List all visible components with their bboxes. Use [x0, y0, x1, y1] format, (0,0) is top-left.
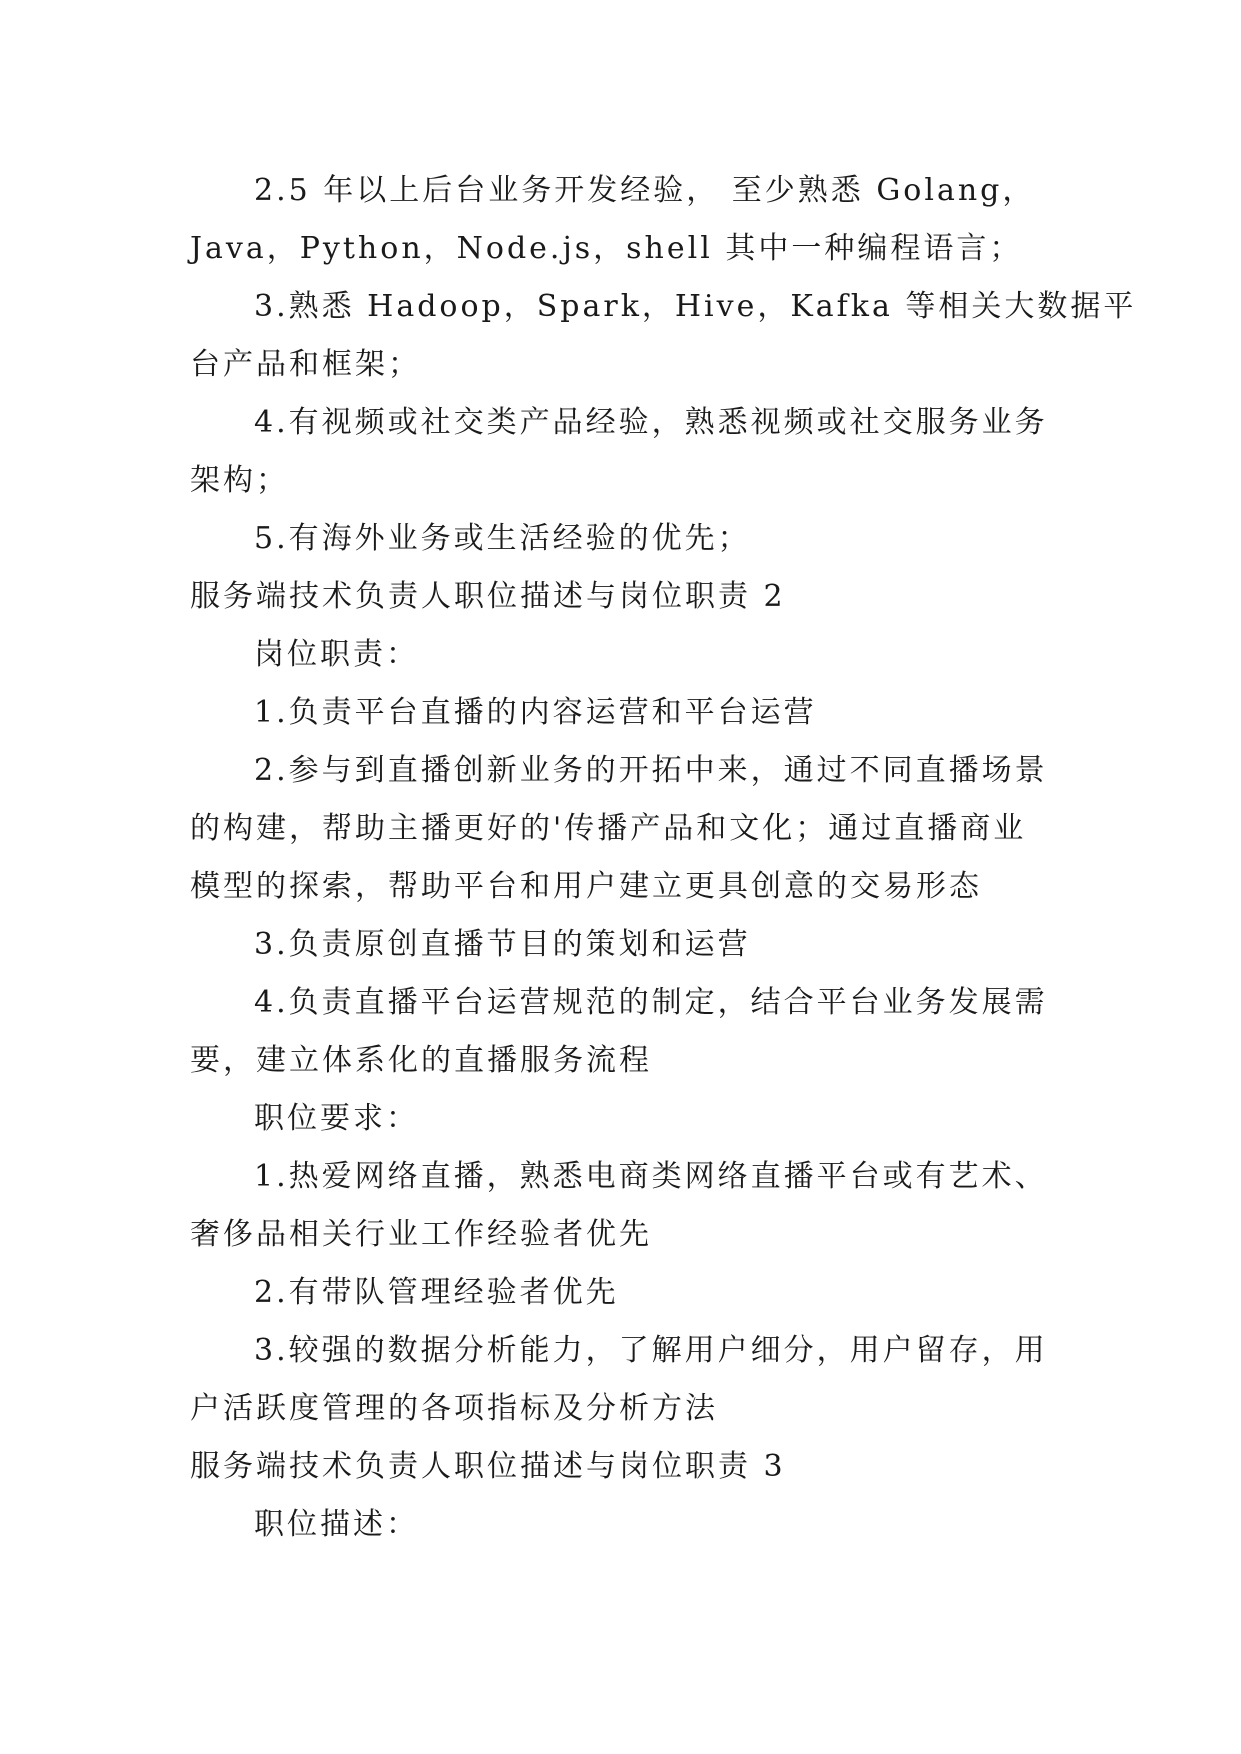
section-heading: 服务端技术负责人职位描述与岗位职责 3: [190, 1449, 786, 1484]
subsection-heading: 职位要求：: [254, 1101, 419, 1136]
document-body: [190, 162, 1137, 1554]
paragraph-line: 5.有海外业务或生活经验的优先；: [254, 521, 751, 556]
paragraph-line: 3.较强的数据分析能力，了解用户细分，用户留存，用: [254, 1333, 1048, 1368]
paragraph-line: 户活跃度管理的各项指标及分析方法: [190, 1391, 718, 1426]
paragraph-line: 架构；: [190, 463, 289, 498]
paragraph-line: 4.有视频或社交类产品经验，熟悉视频或社交服务业务: [254, 405, 1048, 440]
paragraph-line: 3.负责原创直播节目的策划和运营: [254, 927, 751, 962]
subsection-heading: 岗位职责：: [254, 637, 419, 672]
paragraph-line: 4.负责直播平台运营规范的制定，结合平台业务发展需: [254, 985, 1048, 1020]
paragraph-line: 1.热爱网络直播，熟悉电商类网络直播平台或有艺术、: [254, 1159, 1048, 1194]
subsection-heading: 职位描述：: [254, 1507, 419, 1542]
paragraph-line: 2.有带队管理经验者优先: [254, 1275, 619, 1310]
paragraph-line: Java，Python，Node.js，shell 其中一种编程语言；: [190, 231, 1023, 266]
paragraph-line: 要，建立体系化的直播服务流程: [190, 1043, 652, 1078]
section-heading: 服务端技术负责人职位描述与岗位职责 2: [190, 579, 786, 614]
paragraph-line: 台产品和框架；: [190, 347, 421, 382]
paragraph-line: 2.5 年以上后台业务开发经验， 至少熟悉 Golang，: [254, 173, 1036, 208]
paragraph-line: 奢侈品相关行业工作经验者优先: [190, 1217, 652, 1252]
paragraph-line: 1.负责平台直播的内容运营和平台运营: [254, 695, 817, 730]
paragraph-line: 模型的探索，帮助平台和用户建立更具创意的交易形态: [190, 869, 982, 904]
paragraph-line: 的构建，帮助主播更好的'传播产品和文化；通过直播商业: [190, 811, 1027, 846]
paragraph-line: 3.熟悉 Hadoop，Spark，Hive，Kafka 等相关大数据平: [254, 289, 1137, 324]
paragraph-line: 2.参与到直播创新业务的开拓中来，通过不同直播场景: [254, 753, 1048, 788]
